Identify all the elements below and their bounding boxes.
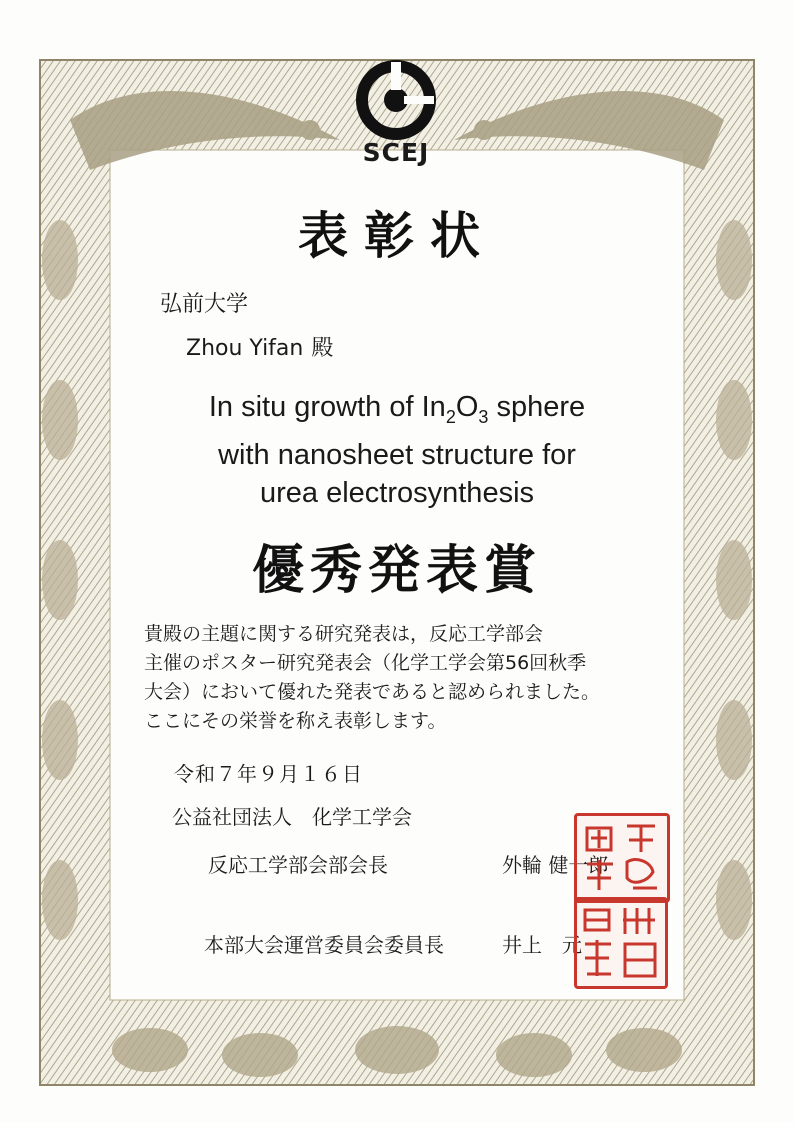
citation-line-3: 大会）において優れた発表であると認められました。 — [144, 681, 601, 703]
logo-text: SCEJ — [362, 138, 430, 167]
red-seal-stamp-2 — [574, 897, 668, 989]
recipient-honorific: 殿 — [311, 336, 334, 361]
signatory-2-title: 本部大会運営委員会委員長 — [204, 933, 444, 957]
citation-line-2: 主催のポスター研究発表会（化学工学会第56回秋季 — [144, 652, 587, 674]
signatory-1-name: 外輪 健一郎 — [502, 853, 609, 877]
organization-type: 公益社団法人 — [172, 805, 292, 829]
organization-name: 化学工学会 — [312, 805, 412, 829]
citation-line-1: 貴殿の主題に関する研究発表は，反応工学部会 — [144, 623, 544, 645]
signatory-1-title: 反応工学部会部会長 — [208, 853, 388, 877]
paper-title-line-3: urea electrosynthesis — [259, 476, 535, 509]
citation-line-4: ここにその栄誉を称え表彰します。 — [144, 710, 447, 732]
certificate-title: 表彰状 — [298, 206, 496, 265]
red-seal-stamp-1 — [574, 813, 670, 903]
paper-title-line-1: In situ growth of $In_2O_3$ sphere — [208, 391, 586, 427]
recipient-line — [186, 331, 341, 362]
paper-title — [110, 388, 684, 512]
paper-title-line-2: with nanosheet structure for — [218, 438, 576, 471]
signatory-2-name: 井上 元 — [502, 933, 582, 957]
citation-text — [144, 620, 664, 736]
issue-date: 令和７年９月１６日 — [174, 762, 363, 786]
issuing-organization — [172, 801, 412, 830]
recipient-name: Zhou Yifan — [186, 336, 304, 361]
award-name: 優秀発表賞 — [251, 540, 542, 601]
recipient-affiliation: 弘前大学 — [160, 292, 249, 317]
